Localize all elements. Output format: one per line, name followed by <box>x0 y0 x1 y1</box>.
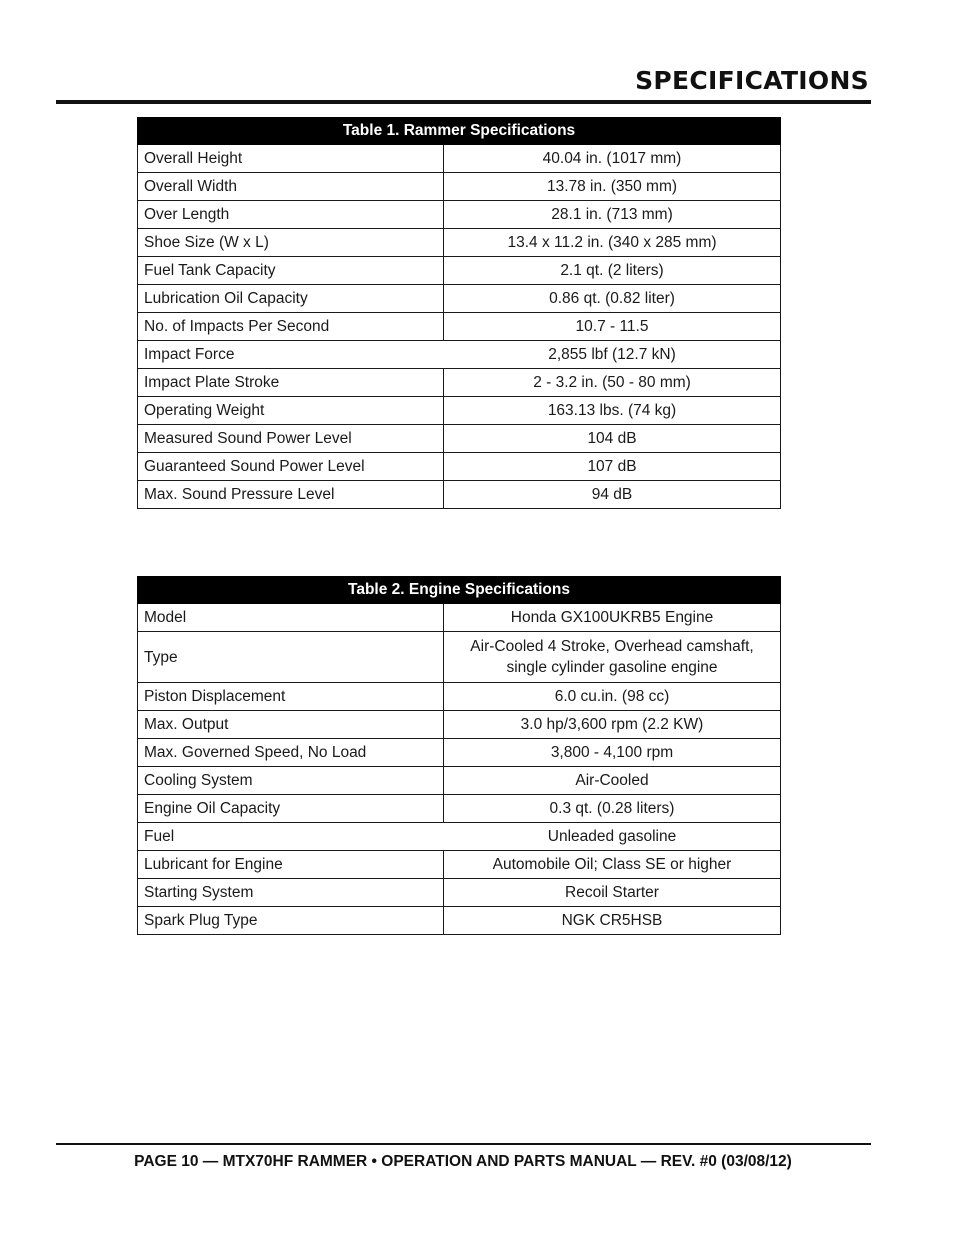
spec-label: Max. Sound Pressure Level <box>138 481 444 509</box>
spec-value: 13.78 in. (350 mm) <box>444 173 781 201</box>
spec-value: 2,855 lbf (12.7 kN) <box>444 341 781 369</box>
table-row <box>138 823 781 851</box>
spec-label: Fuel <box>138 823 444 851</box>
spec-value: Honda GX100UKRB5 Engine <box>444 604 781 632</box>
spec-value: 2 - 3.2 in. (50 - 80 mm) <box>444 369 781 397</box>
spec-label: Overall Width <box>138 173 444 201</box>
table-row <box>138 201 781 229</box>
table-row <box>138 453 781 481</box>
spec-value: 6.0 cu.in. (98 cc) <box>444 683 781 711</box>
spec-value: 163.13 lbs. (74 kg) <box>444 397 781 425</box>
table-row <box>138 257 781 285</box>
title-divider <box>56 100 871 104</box>
table-row <box>138 313 781 341</box>
table-row <box>138 711 781 739</box>
spec-value: Automobile Oil; Class SE or higher <box>444 851 781 879</box>
spec-value: 10.7 - 11.5 <box>444 313 781 341</box>
table-row <box>138 767 781 795</box>
spec-label: Over Length <box>138 201 444 229</box>
spec-value: 3.0 hp/3,600 rpm (2.2 KW) <box>444 711 781 739</box>
table-row <box>138 739 781 767</box>
spec-value: 94 dB <box>444 481 781 509</box>
table-row <box>138 604 781 632</box>
spec-label: Max. Output <box>138 711 444 739</box>
table-row <box>138 229 781 257</box>
page-title: SPECIFICATIONS <box>635 66 869 95</box>
table-caption: Table 1. Rammer Specifications <box>138 118 781 145</box>
spec-label: Measured Sound Power Level <box>138 425 444 453</box>
spec-label: Piston Displacement <box>138 683 444 711</box>
table-row <box>138 369 781 397</box>
table-row <box>138 481 781 509</box>
table-caption: Table 2. Engine Specifications <box>138 577 781 604</box>
spec-value: 3,800 - 4,100 rpm <box>444 739 781 767</box>
spec-value-line: Air-Cooled 4 Stroke, Overhead camshaft, <box>470 638 754 655</box>
table-row <box>138 285 781 313</box>
spec-label: Starting System <box>138 879 444 907</box>
spec-label: Impact Force <box>138 341 444 369</box>
spec-label: Model <box>138 604 444 632</box>
spec-label: Cooling System <box>138 767 444 795</box>
spec-value: 0.86 qt. (0.82 liter) <box>444 285 781 313</box>
spec-label: Spark Plug Type <box>138 907 444 935</box>
spec-label: Overall Height <box>138 145 444 173</box>
spec-value <box>444 632 781 683</box>
table-row <box>138 145 781 173</box>
spec-value: 40.04 in. (1017 mm) <box>444 145 781 173</box>
spec-value: Unleaded gasoline <box>444 823 781 851</box>
spec-label: Impact Plate Stroke <box>138 369 444 397</box>
engine-specifications-table <box>137 576 781 935</box>
page-footer: PAGE 10 — MTX70HF RAMMER • OPERATION AND PARTS MANUAL — REV. #0 (03/08/12) <box>134 1153 792 1170</box>
table-row <box>138 397 781 425</box>
spec-label: Lubricant for Engine <box>138 851 444 879</box>
rammer-specifications-table <box>137 117 781 509</box>
table-row <box>138 907 781 935</box>
table-row <box>138 851 781 879</box>
table-row <box>138 795 781 823</box>
spec-value: 0.3 qt. (0.28 liters) <box>444 795 781 823</box>
table-row <box>138 341 781 369</box>
spec-value: 2.1 qt. (2 liters) <box>444 257 781 285</box>
table-row <box>138 632 781 683</box>
spec-label: Lubrication Oil Capacity <box>138 285 444 313</box>
spec-label: Guaranteed Sound Power Level <box>138 453 444 481</box>
spec-value: Recoil Starter <box>444 879 781 907</box>
footer-divider <box>56 1143 871 1145</box>
table-row <box>138 173 781 201</box>
spec-label: Engine Oil Capacity <box>138 795 444 823</box>
table-row <box>138 425 781 453</box>
spec-label: Type <box>138 632 444 683</box>
spec-value: 107 dB <box>444 453 781 481</box>
table-row <box>138 683 781 711</box>
spec-label: Shoe Size (W x L) <box>138 229 444 257</box>
spec-label: Max. Governed Speed, No Load <box>138 739 444 767</box>
spec-value-line: single cylinder gasoline engine <box>506 659 718 676</box>
spec-value: 13.4 x 11.2 in. (340 x 285 mm) <box>444 229 781 257</box>
spec-label: Operating Weight <box>138 397 444 425</box>
spec-value: Air-Cooled <box>444 767 781 795</box>
spec-value: 104 dB <box>444 425 781 453</box>
spec-value: 28.1 in. (713 mm) <box>444 201 781 229</box>
spec-label: No. of Impacts Per Second <box>138 313 444 341</box>
spec-label: Fuel Tank Capacity <box>138 257 444 285</box>
table-row <box>138 879 781 907</box>
spec-value: NGK CR5HSB <box>444 907 781 935</box>
